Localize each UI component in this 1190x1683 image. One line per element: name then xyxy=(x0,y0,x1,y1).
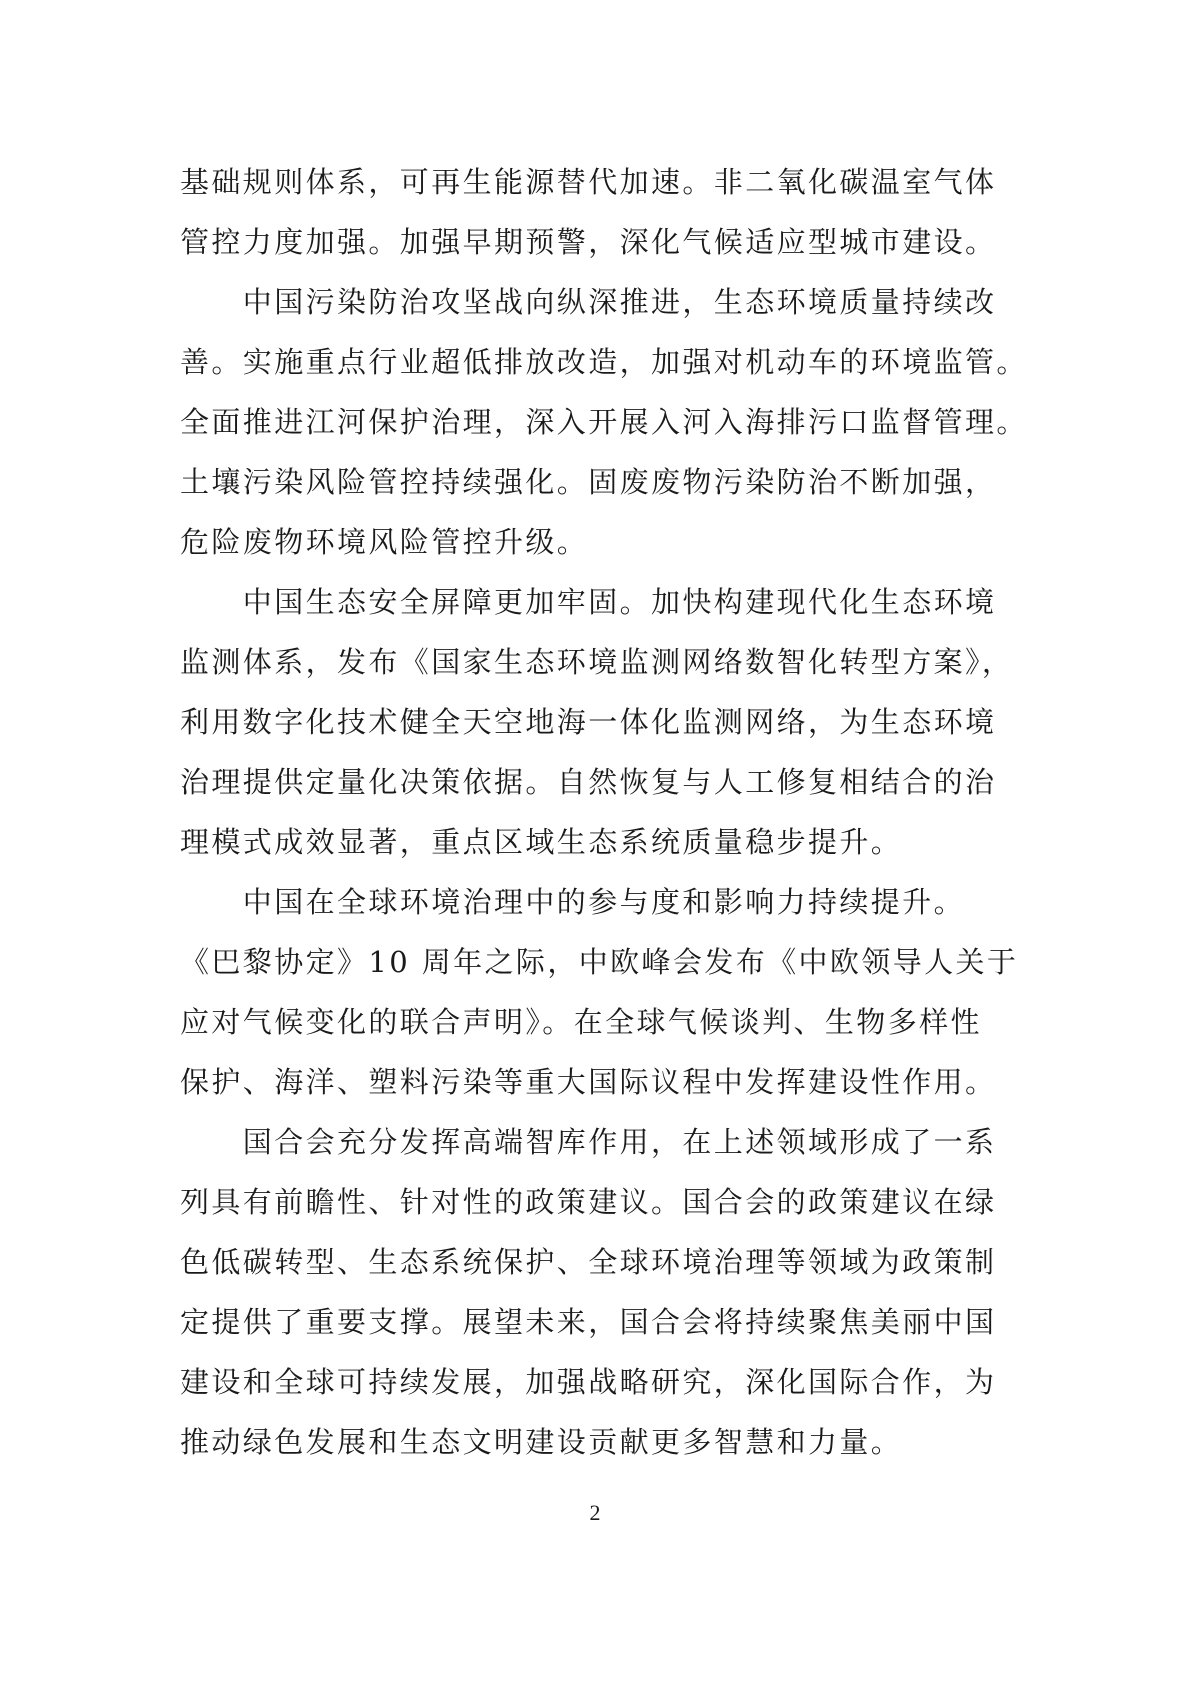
text-line: 应对气候变化的联合声明》。在全球气候谈判、生物多样性 xyxy=(180,1005,982,1039)
text-line: 《巴黎协定》10 周年之际，中欧峰会发布《中欧领导人关于 xyxy=(180,945,1019,979)
text-line: 基础规则体系，可再生能源替代加速。非二氧化碳温室气体 xyxy=(180,165,997,199)
text-line: 中国生态安全屏障更加牢固。加快构建现代化生态环境 xyxy=(180,585,997,619)
text-line: 定提供了重要支撑。展望未来，国合会将持续聚焦美丽中国 xyxy=(180,1305,997,1339)
text-line: 中国污染防治攻坚战向纵深推进，生态环境质量持续改 xyxy=(180,285,997,319)
text-line: 危险废物环境风险管控升级。 xyxy=(180,525,589,559)
page-number: 2 xyxy=(589,1500,601,1525)
text-line: 利用数字化技术健全天空地海一体化监测网络，为生态环境 xyxy=(180,705,997,739)
text-line: 保护、海洋、塑料污染等重大国际议程中发挥建设性作用。 xyxy=(180,1065,997,1099)
text-line: 列具有前瞻性、针对性的政策建议。国合会的政策建议在绿 xyxy=(180,1185,997,1219)
text-line: 土壤污染风险管控持续强化。固废废物污染防治不断加强， xyxy=(180,465,997,499)
text-line: 管控力度加强。加强早期预警，深化气候适应型城市建设。 xyxy=(180,225,997,259)
text-line: 理模式成效显著，重点区域生态系统质量稳步提升。 xyxy=(180,825,903,859)
text-line: 监测体系，发布《国家生态环境监测网络数智化转型方案》， xyxy=(180,645,1014,679)
text-line: 全面推进江河保护治理，深入开展入河入海排污口监督管理。 xyxy=(180,405,1028,439)
text-line: 色低碳转型、生态系统保护、全球环境治理等领域为政策制 xyxy=(180,1245,997,1279)
text-line: 治理提供定量化决策依据。自然恢复与人工修复相结合的治 xyxy=(180,765,997,799)
text-line: 国合会充分发挥高端智库作用，在上述领域形成了一系 xyxy=(180,1125,997,1159)
text-line: 善。实施重点行业超低排放改造，加强对机动车的环境监管。 xyxy=(180,345,1028,379)
text-line: 建设和全球可持续发展，加强战略研究，深化国际合作，为 xyxy=(180,1365,997,1399)
text-line: 推动绿色发展和生态文明建设贡献更多智慧和力量。 xyxy=(180,1425,903,1459)
text-line: 中国在全球环境治理中的参与度和影响力持续提升。 xyxy=(180,885,966,919)
body-text xyxy=(180,152,1028,1472)
